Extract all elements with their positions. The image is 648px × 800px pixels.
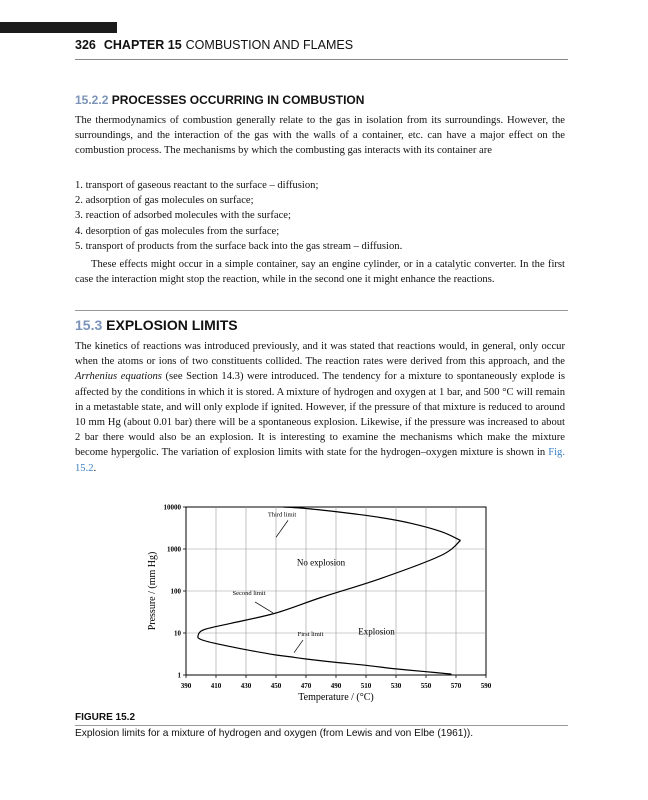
section-heading-15-2-2 xyxy=(75,93,364,107)
chart-annotations xyxy=(232,511,395,638)
x-tick-label: 470 xyxy=(300,682,312,690)
annotation-label: Third limit xyxy=(267,511,297,519)
x-tick-label: 490 xyxy=(330,682,342,690)
annotation-label: Explosion xyxy=(358,626,395,637)
caption-rule xyxy=(75,725,568,726)
body-paragraph: The thermodynamics of combustion generally relate to the gas in isolation from its surroundings. However, the surroundings, and the interaction of the gas with the walls of a container, etc. can have a major effect on the combustion process. The mechanisms by which the combusting gas interacts with its container are xyxy=(75,115,565,157)
y-tick-label: 100 xyxy=(170,587,181,596)
pointer-line xyxy=(276,520,288,537)
x-tick-label: 590 xyxy=(480,682,492,690)
explosion-limits-chart xyxy=(140,500,510,710)
annotation-label: First limit xyxy=(297,630,324,638)
list-item: 1. transport of gaseous reactant to the surface – diffusion; xyxy=(75,180,319,191)
annotation-label: No explosion xyxy=(296,557,346,568)
figure-link[interactable]: Fig. 15.2 xyxy=(75,447,565,474)
section-heading-15-3 xyxy=(75,317,238,333)
section-number: 15.3 xyxy=(75,317,103,333)
x-tick-label: 510 xyxy=(360,682,372,690)
x-tick-label: 570 xyxy=(450,682,462,690)
x-tick-label: 410 xyxy=(210,682,222,690)
top-color-bar xyxy=(0,22,117,33)
chapter-label: CHAPTER 15 xyxy=(103,38,182,52)
y-axis-label: Pressure / (mm Hg) xyxy=(147,551,158,631)
body-paragraph xyxy=(75,339,565,476)
page-number: 326 xyxy=(75,38,96,52)
list-item: 4. desorption of gas molecules from the surface; xyxy=(75,225,280,237)
y-tick-label: 10 xyxy=(174,629,181,638)
mechanism-list xyxy=(75,178,570,254)
section-title: EXPLOSION LIMITS xyxy=(106,317,238,333)
chapter-title: COMBUSTION AND FLAMES xyxy=(185,38,354,52)
y-tick-label: 10000 xyxy=(163,503,181,512)
running-header xyxy=(75,37,575,53)
y-tick-label: 1000 xyxy=(167,545,181,554)
pointer-line xyxy=(294,640,303,653)
pointer-line xyxy=(255,602,273,613)
section-number: 15.2.2 xyxy=(75,93,109,107)
x-tick-label: 550 xyxy=(420,682,432,690)
x-tick-label: 390 xyxy=(180,682,192,690)
figure-caption: Explosion limits for a mixture of hydrogen and oxygen (from Lewis and von Elbe (1961)). xyxy=(75,728,474,739)
x-tick-label: 530 xyxy=(390,682,402,690)
y-tick-label: 1 xyxy=(177,671,181,680)
list-item: 3. reaction of adsorbed molecules with the surface; xyxy=(75,210,291,222)
x-tick-label: 430 xyxy=(240,682,252,690)
text-run: The kinetics of reactions was introduced previously, and it was stated that reactions would, in general, only occur when the atoms or ions of two constituents collided. The reaction rates were derived from this approach, and the xyxy=(75,341,565,368)
annotation-label: Second limit xyxy=(232,590,266,598)
text-run: . xyxy=(93,462,97,474)
list-item: 2. adsorption of gas molecules on surface; xyxy=(75,195,254,207)
x-tick-label: 450 xyxy=(270,682,282,690)
body-paragraph: These effects might occur in a simple container, say an engine cylinder, or in a catalytic converter. In the first case the interaction might stop the reaction, while in the second one it might enhance the reactions. xyxy=(75,259,565,286)
section-title: PROCESSES OCCURRING IN COMBUSTION xyxy=(111,93,365,107)
section-rule xyxy=(75,310,568,311)
header-rule xyxy=(75,59,568,60)
figure-label: FIGURE 15.2 xyxy=(75,712,136,723)
emphasis-arrhenius: Arrhenius equations xyxy=(75,371,162,383)
text-run: (see Section 14.3) were introduced. The tendency for a mixture to spontaneously explode is affected by the conditions in which it is stored. A mixture of hydrogen and oxygen at 1 bar, and 500 °C will remain in a metastable state, and will only explode if ignited. However, if the pressure of that mixture is reduced to around 10 mm Hg (about 0.01 bar) there will be a spontaneous explosion. Likewise, if the pressure was increased to about 2 bar there would also be an explosion. It is interesting to examine the mechanisms which make the mixture become hypergolic. The variation of explosion limits with state for the hydrogen–oxygen mixture is shown in xyxy=(75,371,566,459)
x-axis-label: Temperature / (°C) xyxy=(298,692,374,703)
third-limit-curve xyxy=(284,507,461,540)
list-item: 5. transport of products from the surface back into the gas stream – diffusion. xyxy=(75,240,403,252)
